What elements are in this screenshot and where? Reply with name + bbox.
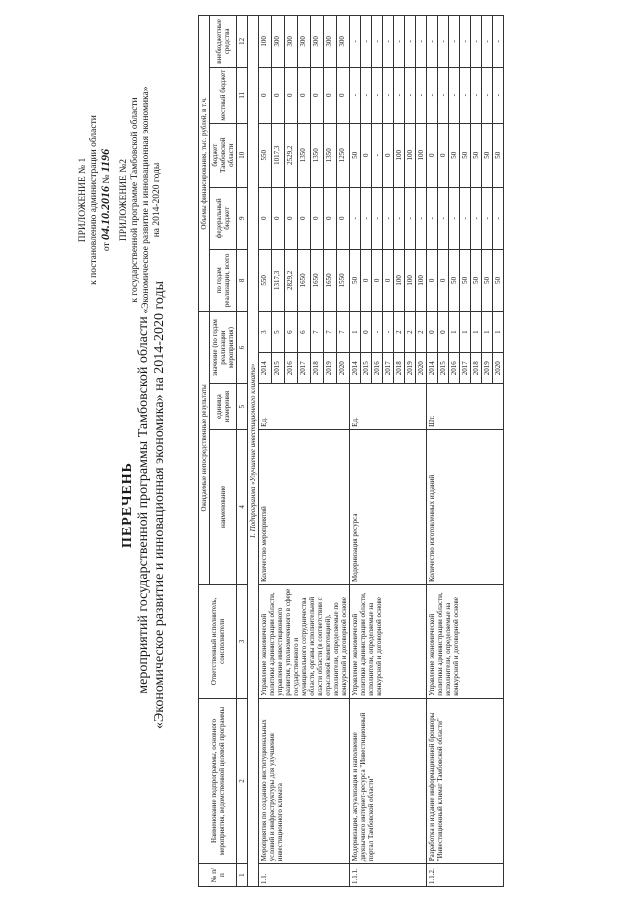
extrabudget-cell: - [372, 16, 383, 68]
total-cell: 2829,2 [285, 249, 298, 311]
col-value-header: значение (по годам реализации мероприятия) [210, 311, 237, 383]
row-number: 1.1.2. [427, 864, 504, 887]
unit: Шт. [427, 384, 504, 430]
executor: Управление экономической политики администрации области, управление инвестиционного развития, уполномоченного в сфере государственного и муниципального сотрудничества области, органы исполнительной власти области (в соответствии с отраслевой компетенцией), исполнители, определяемые по конкурсной и договорной основе [259, 584, 350, 698]
unit: Ед. [350, 384, 427, 430]
value-cell: 0 [427, 311, 438, 352]
extrabudget-cell: 300 [311, 16, 324, 68]
total-cell: 50 [482, 249, 493, 311]
value-cell: 2 [394, 311, 405, 352]
extrabudget-cell: - [438, 16, 449, 68]
federal-cell: - [372, 187, 383, 249]
annex1-to: к постановлению администрации области [89, 115, 99, 285]
federal-cell: 0 [311, 187, 324, 249]
value-cell: 7 [324, 311, 337, 352]
regional-cell: 0 [383, 123, 394, 187]
year-cell: 2014 [259, 353, 272, 384]
unit: Ед. [259, 384, 350, 430]
total-cell: 100 [394, 249, 405, 311]
total-cell: 100 [405, 249, 416, 311]
regional-cell: 100 [405, 123, 416, 187]
year-cell: 2019 [405, 353, 416, 384]
col-reg-header: бюджет Тамбовской области [210, 123, 237, 187]
row-number: 1.1.1. [350, 864, 427, 887]
federal-cell: 0 [259, 187, 272, 249]
value-cell: 7 [311, 311, 324, 352]
local-cell: - [405, 67, 416, 123]
year-cell: 2018 [311, 353, 324, 384]
local-cell: - [427, 67, 438, 123]
year-cell: 2016 [449, 353, 460, 384]
column-numbers-row [237, 16, 248, 887]
value-cell: 1 [350, 311, 361, 352]
federal-cell: - [383, 187, 394, 249]
value-cell: 1 [482, 311, 493, 352]
value-cell: - [383, 311, 394, 352]
federal-cell: - [493, 187, 504, 249]
handwritten-date: 04.10.2016 [98, 186, 112, 241]
federal-cell: 0 [324, 187, 337, 249]
extrabudget-cell: - [449, 16, 460, 68]
value-cell: 0 [361, 311, 372, 352]
year-cell: 2014 [427, 353, 438, 384]
regional-cell: 50 [471, 123, 482, 187]
value-cell: 1 [493, 311, 504, 352]
year-cell: 2019 [324, 353, 337, 384]
extrabudget-cell: - [482, 16, 493, 68]
col-total-header: по годам реализации, всего [210, 249, 237, 311]
local-cell: - [372, 67, 383, 123]
value-cell: 2 [416, 311, 427, 352]
column-number: 6 [237, 311, 248, 383]
table-body [248, 16, 504, 887]
column-number: 9 [237, 187, 248, 249]
local-cell: 0 [337, 67, 350, 123]
extrabudget-cell: - [427, 16, 438, 68]
local-cell: 0 [272, 67, 285, 123]
total-cell: 1550 [337, 249, 350, 311]
local-cell: 0 [311, 67, 324, 123]
column-number: 8 [237, 249, 248, 311]
local-cell: - [482, 67, 493, 123]
regional-cell: 1017,3 [272, 123, 285, 187]
col-results-group-header: Ожидаемые непосредственные результаты [199, 311, 210, 584]
table-row [427, 16, 438, 887]
total-cell: 0 [372, 249, 383, 311]
result-name: Количество изготовленных изданий [427, 429, 504, 584]
local-cell: - [394, 67, 405, 123]
regional-cell: 50 [449, 123, 460, 187]
total-cell: 1650 [311, 249, 324, 311]
value-cell: 7 [337, 311, 350, 352]
total-cell: 0 [438, 249, 449, 311]
federal-cell: - [350, 187, 361, 249]
col-result-name-header: наименование [210, 429, 237, 584]
federal-cell: - [427, 187, 438, 249]
col-ext-header: внебюджетные средства [210, 16, 237, 68]
table-row [259, 16, 272, 887]
extrabudget-cell: - [460, 16, 471, 68]
col-exec-header: Ответственный исполнитель, соисполнители [199, 584, 237, 698]
value-cell: 5 [272, 311, 285, 352]
federal-cell: - [405, 187, 416, 249]
col-fed-header: федеральный бюджет [210, 187, 237, 249]
extrabudget-cell: 300 [298, 16, 311, 68]
total-cell: 0 [361, 249, 372, 311]
annex1-title: ПРИЛОЖЕНИЕ № 1 [78, 157, 88, 243]
extrabudget-cell: 300 [337, 16, 350, 68]
column-number: 4 [237, 429, 248, 584]
col-num-header: № п/п [199, 864, 237, 887]
year-cell: 2017 [298, 353, 311, 384]
annex2-line3: на 2014-2020 годы [152, 162, 162, 238]
executor: Управление экономической политики администрации области, исполнители, определяемые на конкурсной и договорной основе [350, 584, 427, 698]
value-cell: 1 [449, 311, 460, 352]
year-cell: 2020 [416, 353, 427, 384]
local-cell: - [449, 67, 460, 123]
value-cell: 2 [405, 311, 416, 352]
column-number: 2 [237, 698, 248, 864]
federal-cell: - [416, 187, 427, 249]
federal-cell: - [361, 187, 372, 249]
total-cell: 1317,3 [272, 249, 285, 311]
extrabudget-cell: - [416, 16, 427, 68]
federal-cell: 0 [285, 187, 298, 249]
regional-cell: 100 [394, 123, 405, 187]
regional-cell: 2529,2 [285, 123, 298, 187]
federal-cell: - [460, 187, 471, 249]
col-loc-header: местный бюджет [210, 67, 237, 123]
extrabudget-cell: - [405, 16, 416, 68]
value-cell: 1 [471, 311, 482, 352]
year-cell: 2015 [272, 353, 285, 384]
regional-cell: 100 [416, 123, 427, 187]
extrabudget-cell: 300 [324, 16, 337, 68]
extrabudget-cell: - [471, 16, 482, 68]
local-cell: 0 [259, 67, 272, 123]
col-unit-header: единица измерения [210, 384, 237, 430]
local-cell: - [438, 67, 449, 123]
value-cell: 1 [460, 311, 471, 352]
federal-cell: 0 [298, 187, 311, 249]
local-cell: - [471, 67, 482, 123]
local-cell: 0 [285, 67, 298, 123]
row-number: 1.1. [259, 864, 350, 887]
local-cell: 0 [298, 67, 311, 123]
regional-cell: 1250 [337, 123, 350, 187]
result-name: Модернизация ресурса [350, 429, 427, 584]
value-cell: 6 [298, 311, 311, 352]
regional-cell: 50 [482, 123, 493, 187]
measure-name: Мероприятия по созданию институциональных условий и инфраструктуры для улучшения инвестиционного климата [259, 698, 350, 864]
annex1-date-line [100, 70, 113, 330]
year-cell: 2019 [482, 353, 493, 384]
local-cell: - [383, 67, 394, 123]
total-cell: 50 [493, 249, 504, 311]
date-prefix: от [102, 242, 112, 252]
extrabudget-cell: - [394, 16, 405, 68]
column-number: 5 [237, 384, 248, 430]
federal-cell: 0 [272, 187, 285, 249]
total-cell: 50 [350, 249, 361, 311]
regional-cell: 1350 [324, 123, 337, 187]
col-finance-group-header: Объемы финансирования, тыс. рублей, в т.ч. [199, 16, 210, 312]
total-cell: 550 [259, 249, 272, 311]
annex2-line1: к государственной программе Тамбовской области [130, 97, 140, 303]
regional-cell: 0 [427, 123, 438, 187]
year-cell: 2020 [337, 353, 350, 384]
local-cell: - [361, 67, 372, 123]
value-cell: 0 [438, 311, 449, 352]
extrabudget-cell: - [493, 16, 504, 68]
year-cell: 2017 [383, 353, 394, 384]
local-cell: 0 [324, 67, 337, 123]
extrabudget-cell: - [361, 16, 372, 68]
local-cell: - [493, 67, 504, 123]
value-cell: - [372, 311, 383, 352]
column-number: 3 [237, 584, 248, 698]
year-cell: 2018 [471, 353, 482, 384]
year-cell: 2017 [460, 353, 471, 384]
value-cell: 6 [285, 311, 298, 352]
extrabudget-cell: 100 [259, 16, 272, 68]
table-row [350, 16, 361, 887]
subprogram-title: 1. Подпрограмма «Улучшение инвестиционного климата» [248, 16, 259, 887]
total-cell: 50 [471, 249, 482, 311]
column-number: 1 [237, 864, 248, 887]
measure-name: Модернизация, актуализация и наполнение двуязычного интернет-ресурса "Инвестиционный портал Тамбовской области" [350, 698, 427, 864]
year-cell: 2016 [285, 353, 298, 384]
column-number: 11 [237, 67, 248, 123]
total-cell: 50 [460, 249, 471, 311]
regional-cell: 0 [438, 123, 449, 187]
federal-cell: - [482, 187, 493, 249]
extrabudget-cell: - [350, 16, 361, 68]
year-cell: 2016 [372, 353, 383, 384]
federal-cell: 0 [337, 187, 350, 249]
header-row-1 [199, 16, 210, 887]
column-number: 10 [237, 123, 248, 187]
total-cell: 100 [416, 249, 427, 311]
total-cell: 1650 [324, 249, 337, 311]
total-cell: 1650 [298, 249, 311, 311]
col-name-header: Наименование подпрограммы, основного мероприятия, ведомственной целевой программы [199, 698, 237, 864]
document-title [120, 225, 168, 785]
number-prefix: № [102, 174, 112, 184]
regional-cell: 1350 [298, 123, 311, 187]
title-line3: «Экономическое развитие и инновационная экономика» на 2014-2020 годы [152, 281, 167, 729]
measure-name: Разработка и издание информационной брошюры "Инвестиционный климат Тамбовской области" [427, 698, 504, 864]
federal-cell: - [471, 187, 482, 249]
extrabudget-cell: - [383, 16, 394, 68]
year-cell: 2020 [493, 353, 504, 384]
annex2-line2: «Экономическое развитие и инновационная экономика» [141, 86, 151, 314]
local-cell: - [460, 67, 471, 123]
local-cell: - [350, 67, 361, 123]
measures-table [198, 15, 504, 887]
federal-cell: - [438, 187, 449, 249]
result-name: Количество мероприятий [259, 429, 350, 584]
regional-cell: 50 [460, 123, 471, 187]
value-cell: 3 [259, 311, 272, 352]
subprogram-row [248, 16, 259, 887]
handwritten-number: 1196 [98, 148, 112, 173]
year-cell: 2014 [350, 353, 361, 384]
regional-cell: 0 [361, 123, 372, 187]
extrabudget-cell: 300 [272, 16, 285, 68]
extrabudget-cell: 300 [285, 16, 298, 68]
total-cell: 0 [383, 249, 394, 311]
regional-cell: 550 [259, 123, 272, 187]
regional-cell: 50 [493, 123, 504, 187]
local-cell: - [416, 67, 427, 123]
year-cell: 2018 [394, 353, 405, 384]
federal-cell: - [449, 187, 460, 249]
title-line1: ПЕРЕЧЕНЬ [120, 462, 135, 548]
regional-cell: - [372, 123, 383, 187]
annex2-title: ПРИЛОЖЕНИЕ №2 [119, 158, 129, 242]
title-line2: мероприятий государственной программы Тамбовской области [136, 316, 151, 694]
federal-cell: - [394, 187, 405, 249]
total-cell: 0 [427, 249, 438, 311]
regional-cell: 1350 [311, 123, 324, 187]
executor: Управление экономической политики администрации области, исполнители, определяемые на конкурсной и договорной основе [427, 584, 504, 698]
regional-cell: 50 [350, 123, 361, 187]
year-cell: 2015 [438, 353, 449, 384]
year-cell: 2015 [361, 353, 372, 384]
column-number: 12 [237, 16, 248, 68]
total-cell: 50 [449, 249, 460, 311]
